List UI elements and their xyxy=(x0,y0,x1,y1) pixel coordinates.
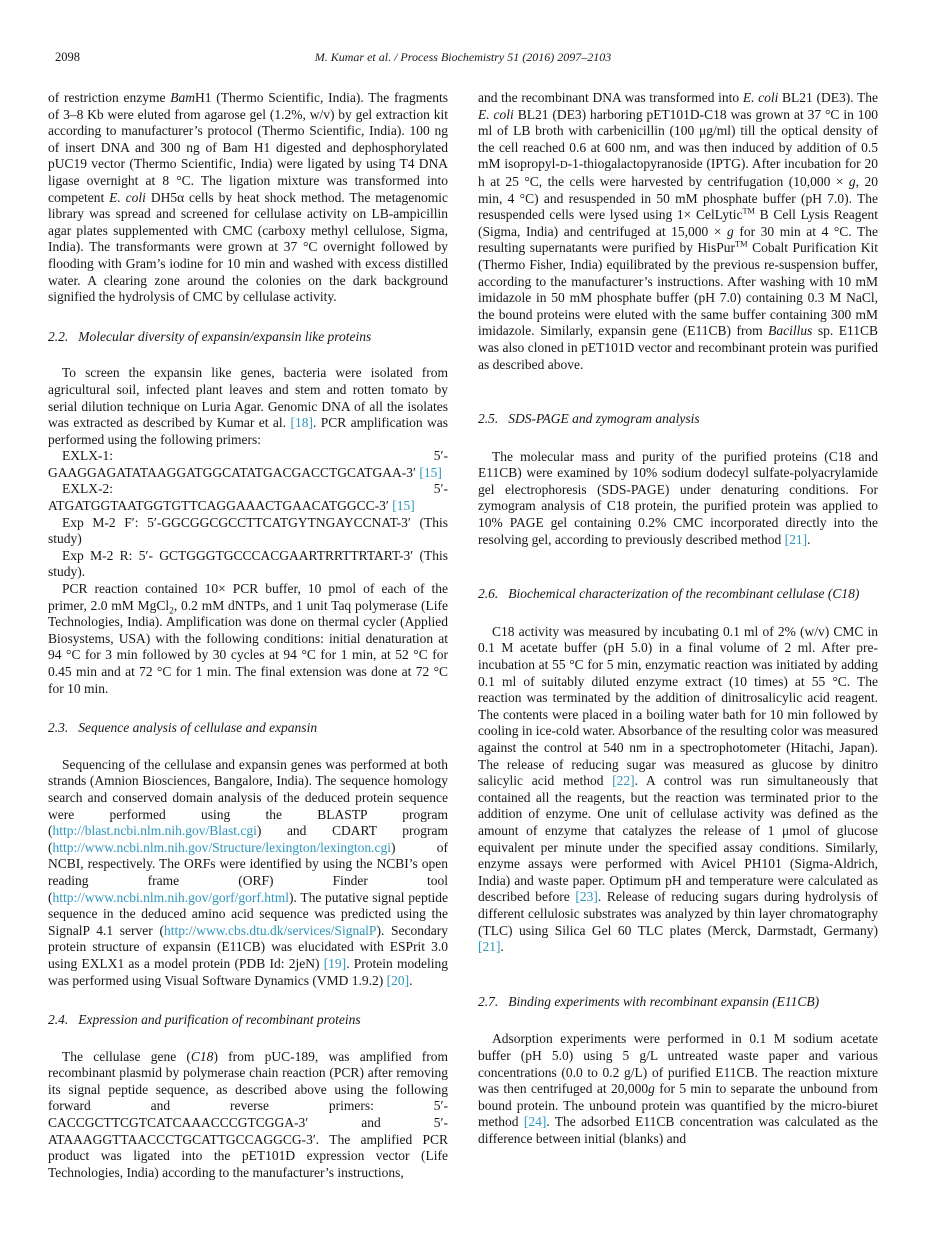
citation-link[interactable]: [24] xyxy=(523,1114,547,1130)
text-run: EXLX-2: 5′- ATGATGGTAATGGTGTTCAGGAAACTGAACATGGCC-3′ xyxy=(48,481,448,514)
text-run: ). The putative signal peptide sequence in the deduced amino acid sequence was predicted using the SignalP 4.1 server ( xyxy=(48,889,448,938)
text-run: , 20 min, 4 °C) and resuspended in 50 mM phosphate buffer (pH 7.0). The resuspended cells were lysed using 1× CelLytic xyxy=(478,173,879,223)
citation-link[interactable]: [15] xyxy=(392,498,415,514)
section-number: 2.2. xyxy=(48,328,69,344)
italic-text: g xyxy=(727,223,734,239)
text-run: Exp M-2 R: 5′- GCTGGGTGCCCACGAARTRRTTRTART-3′ (This study). xyxy=(48,547,448,580)
text-run: . PCR amplification was performed using the following primers: xyxy=(48,415,449,447)
text-run: DH5α cells by heat shock method. The metagenomic library was spread and screened for cellulase activity on LB-ampicillin agar plates supplemented with CMC (carboxy methyl cellulose, Sigma, India). The transformants were grown at 37 °C overnight followed by flooding with Gram’s iodine for 10 min and washed with excess distilled water. A clearing zone around the colonies on the dark background signified the hydrolysis of CMC by cellulase activity. xyxy=(48,189,449,305)
text-run: sp. E11CB was also cloned in pET101D vector and recombinant protein was purified as described above. xyxy=(478,323,879,372)
italic-text: g xyxy=(648,1081,655,1097)
text-run: . xyxy=(500,939,504,955)
text-run: . A control was run simultaneously that contained all the reagents, but the reaction was terminated prior to the addition of enzyme. One unit of cellulase activity was defined as the amount of enzyme that catalyzes the release of 1 μmol of glucose equivalent per minute under the specified assay conditions. Similarly, enzyme assays were performed with Avicel PH101 (Sigma-Aldrich, India) and waste paper. Optimum pH and temperature were calculated as described before xyxy=(478,773,878,905)
text-run: . Protein modeling was performed using Visual Software Dynamics (VMD 1.9.2) xyxy=(48,955,448,988)
page-header xyxy=(48,50,878,66)
text-run: . xyxy=(807,531,811,547)
italic-text: E. coli xyxy=(742,90,779,105)
section-number: 2.7. xyxy=(478,993,499,1009)
citation-link[interactable]: [21] xyxy=(784,531,808,547)
url-link[interactable]: http://www.ncbi.nlm.nih.gov/gorf/gorf.html xyxy=(52,889,289,905)
section-heading xyxy=(478,994,878,1011)
italic-text: C18 xyxy=(190,1048,214,1064)
running-title: M. Kumar et al. / Process Biochemistry 51 (2016) 2097–2103 xyxy=(314,50,612,64)
text-run: ). Secondary protein structure of expansin (E11CB) was elucidated with ESPrit 3.0 using EXLX1 as a model protein (PDB Id: 2jeN) xyxy=(48,922,448,971)
paragraph xyxy=(48,448,448,481)
italic-text: Bam xyxy=(170,90,195,105)
section-number: 2.5. xyxy=(478,411,499,427)
paragraph xyxy=(48,515,448,548)
text-run: and the recombinant DNA was transformed into xyxy=(478,90,743,105)
text-run: ) and CDART program ( xyxy=(48,823,448,855)
text-run: ) of NCBI, respectively. The ORFs were identified by using the NCBI’s open reading frame (ORF) Finder tool ( xyxy=(48,839,448,905)
section-title: Sequence analysis of cellulase and expansin xyxy=(78,720,318,736)
italic-text: E. coli xyxy=(478,106,514,122)
text-run: TM xyxy=(742,206,755,216)
text-run: Cobalt Purification Kit (Thermo Fisher, India) equilibrated by the previous re-suspension buffer, according to the manufacturer’s instructions. After washing with 10 mM imidazole in 50 mM phosphate buffer (pH 7.0) containing 0.3 M NaCl, the bound proteins were eluted with the same buffer containing 300 mM imidazole. Similarly, expansin gene (E11CB) from xyxy=(478,240,878,339)
section-heading xyxy=(478,411,878,428)
text-run: D xyxy=(559,159,568,172)
paragraph xyxy=(478,90,878,373)
italic-text: g xyxy=(848,173,856,189)
text-run: . Release of reducing sugars during hydrolysis of different cellulosic substrates was analyzed by thin layer chromatography (TLC) using Silica Gel 60 TLC plates (Merck, Darmstadt, Germany) xyxy=(478,889,879,938)
text-run: EXLX-1: 5′-GAAGGAGATATAAGGATGGCATATGACGACCTGCATGAA-3′ xyxy=(48,448,448,480)
text-run: for 30 min at 4 °C. The resulting supernatants were purified by HisPur xyxy=(478,223,878,256)
citation-link[interactable]: [22] xyxy=(612,773,635,789)
section-heading xyxy=(478,586,878,603)
page-number: 2098 xyxy=(55,50,80,64)
text-run: for 5 min to separate the unbound from bound protein. The unbound protein was quantified by the micro-biuret method xyxy=(478,1081,879,1130)
paragraph xyxy=(48,481,448,514)
text-run: C18 activity was measured by incubating 0.1 ml of 2% (w/v) CMC in 0.1 M acetate buffer (pH 5.0) in a final volume of 2 ml. After pre-incubation at 55 °C for 5 min, enzymatic reaction was initiated by adding 0.1 ml of suitably diluted enzyme extract (10 times) at 55 °C. The reaction was terminated by the addition of dinitrosalicylic acid reagent. The contents were placed in a boiling water bath for 10 min followed by cooling in ice-cold water. Absorbance of the resulting color was measured against the control at 540 nm in a spectrophotometer (Hitachi, Japan). The release of reducing sugar was measured as glucose by dinitro salicylic acid method xyxy=(478,623,878,789)
section-number: 2.6. xyxy=(478,586,499,602)
text-run: To screen the expansin like genes, bacteria were isolated from agricultural soil, infected plant leaves and stem and rotten tomato by serial dilution technique on Luria Agar. Genomic DNA of all the isolates was extracted as described by Kumar et al. xyxy=(48,365,448,431)
text-run: -1-thiogalactopyranoside (IPTG). After incubation for 20 h at 25 °C, the cells were harvested by centrifugation (10,000 × xyxy=(478,156,878,189)
text-run: BL21 (DE3). The xyxy=(778,90,878,105)
citation-link[interactable]: [21] xyxy=(478,939,501,955)
text-run: TM xyxy=(735,239,748,249)
paragraph xyxy=(48,1049,448,1182)
citation-link[interactable]: [18] xyxy=(290,415,313,431)
text-run: B Cell Lysis Reagent (Sigma, India) and centrifuged at 15,000 × xyxy=(478,207,878,239)
paragraph xyxy=(478,624,878,956)
paragraph xyxy=(48,757,448,989)
text-run: Sequencing of the cellulase and expansin genes was performed at both strands (Amnion Biosciences, Bangalore, India). The sequence homology search and conserved domain analysis of the deduced protein sequence were performed using the BLASTP program ( xyxy=(48,756,448,839)
url-link[interactable]: http://www.ncbi.nlm.nih.gov/Structure/lexington/lexington.cgi xyxy=(52,839,391,855)
url-link[interactable]: http://blast.ncbi.nlm.nih.gov/Blast.cgi xyxy=(52,823,257,839)
text-run: 2 xyxy=(169,606,174,617)
two-column-body xyxy=(48,90,878,1181)
section-heading xyxy=(48,329,448,346)
text-run: ) from pUC-189, was amplified from recombinant plasmid by polymerase chain reaction (PCR) after removing its signal peptide sequence, as described above using the following forward and reverse primers: 5′- CACCGCTTCGTCATCAAACCCGTCGGA-3′ and 5′-ATAAAGGTTAACCCTGCATTGCCAGGCG-3′. The amplified PCR product was ligated into the pET101D expression vector (Life Technologies, India) according to the manufacturer’s instructions, xyxy=(48,1048,448,1180)
section-title: Expression and purification of recombinant proteins xyxy=(78,1012,361,1028)
text-run: . The adsorbed E11CB concentration was calculated as the difference between initial (blanks) and xyxy=(478,1114,878,1146)
text-run: Exp M-2 F′: 5′-GGCGGCGCCTTCATGYTNGAYCCNAT-3′ (This study) xyxy=(48,514,448,547)
text-run: of restriction enzyme xyxy=(48,90,171,105)
paragraph xyxy=(48,581,448,697)
section-heading xyxy=(48,1012,448,1029)
section-title: Molecular diversity of expansin/expansin like proteins xyxy=(78,328,372,344)
text-run: , 0.2 mM dNTPs, and 1 unit Taq polymerase (Life Technologies, India). Amplification was done on thermal cycler (Applied Biosystems, USA) with the following conditions: initial denaturation at 94 °C for 3 min followed by 30 cycles at 94 °C for 1 min, at 52 °C for 0.45 min and at 72 °C for 1 min. The final extension was done at 72 °C for 10 min. xyxy=(48,597,449,696)
text-run: H1 (Thermo Scientific, India). The fragments of 3–8 Kb were eluted from agarose gel (1.2%, w/v) by gel extraction kit according to manufacturer’s protocol (Thermo Scientific, India). 100 ng of insert DNA and 300 ng of Bam H1 digested and dephosphorylated pUC19 vector (Thermo Scientific, India) were ligated by using T4 DNA ligase overnight at 8 °C. The ligation mixture was transformed into competent xyxy=(48,90,448,205)
section-number: 2.4. xyxy=(48,1012,69,1028)
section-title: Biochemical characterization of the recombinant cellulase (C18) xyxy=(508,586,860,602)
section-heading xyxy=(48,720,448,737)
section-number: 2.3. xyxy=(48,720,69,736)
text-run: Adsorption experiments were performed in 0.1 M sodium acetate buffer (pH 5.0) using 5 g/L untreated waste paper and various concentrations (0.0 to 0.2 g/L) of purified E11CB. The reaction mixture was then centrifuged at 20,000 xyxy=(478,1031,878,1097)
paragraph xyxy=(48,90,448,306)
citation-link[interactable]: [19] xyxy=(323,955,347,971)
right-column xyxy=(478,90,878,1181)
citation-link[interactable]: [15] xyxy=(419,464,442,480)
paragraph xyxy=(478,1031,878,1147)
italic-text: E. coli xyxy=(109,189,146,205)
paragraph xyxy=(478,449,878,549)
text-run: The cellulase gene ( xyxy=(62,1048,191,1064)
text-run: BL21 (DE3) harboring pET101D-C18 was grown at 37 °C in 100 ml of LB broth with carbenicillin (100 μg/ml) till the optical density of the cell reached 0.6 at 600 nm, and was then induced by addition of 0.5 mM isopropyl- xyxy=(478,106,878,172)
paragraph xyxy=(48,548,448,581)
text-run: . xyxy=(409,972,413,988)
left-column xyxy=(48,90,448,1181)
italic-text: Bacillus xyxy=(768,323,813,339)
url-link[interactable]: http://www.cbs.dtu.dk/services/SignalP xyxy=(163,922,377,938)
text-run: The molecular mass and purity of the purified proteins (C18 and E11CB) were examined by 10% sodium dodecyl sulfate-polyacrylamide gel electrophoresis (SDS-PAGE) under denaturing conditions. For zymogram analysis of C18 protein, the purified protein was applied to 10% PAGE gel containing 0.2% CMC incorporated directly into the resolving gel, according to previously described method xyxy=(478,448,878,547)
text-run: PCR reaction contained 10× PCR buffer, 10 pmol of each of the primer, 2.0 mM MgCl xyxy=(48,581,448,613)
citation-link[interactable]: [20] xyxy=(386,972,410,988)
section-title: Binding experiments with recombinant expansin (E11CB) xyxy=(508,993,820,1009)
section-title: SDS-PAGE and zymogram analysis xyxy=(508,411,700,427)
paragraph xyxy=(48,365,448,448)
citation-link[interactable]: [23] xyxy=(575,889,598,905)
